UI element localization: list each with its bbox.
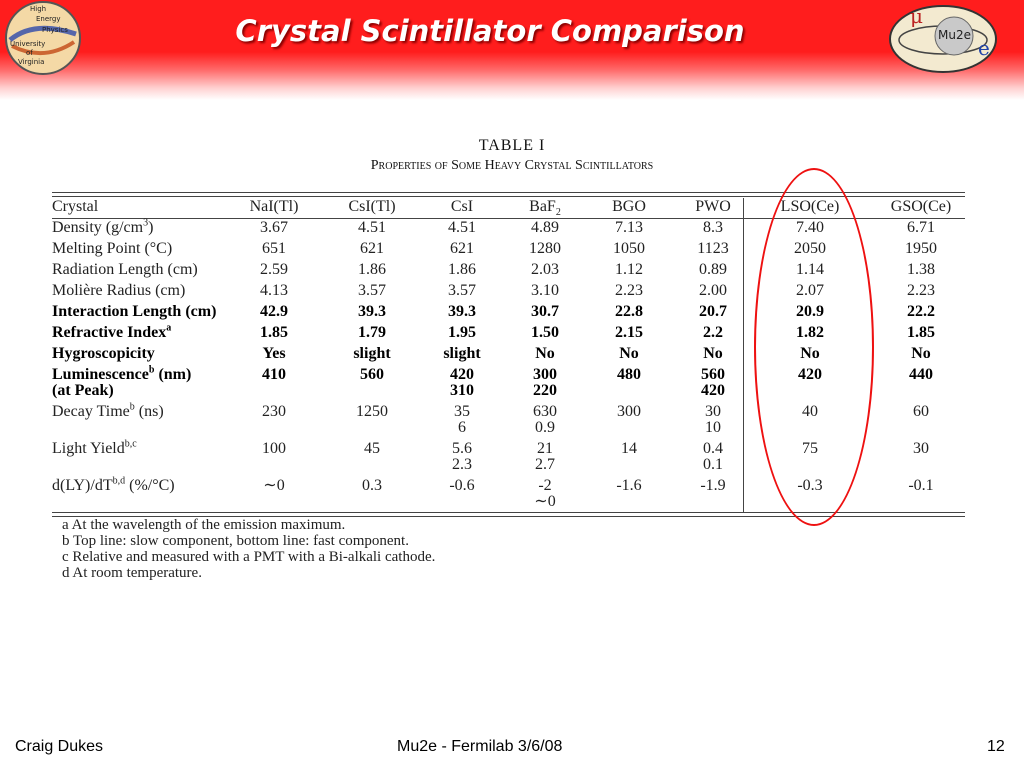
logo-line-1: High — [30, 5, 47, 13]
mu2e-logo-text: Mu2e — [938, 28, 971, 42]
table-cell: 1050 — [613, 240, 645, 257]
col-header-lso: LSO(Ce) — [780, 198, 840, 215]
table-cell: 621 — [450, 240, 474, 257]
table-cell: 230 — [262, 403, 286, 420]
header-crystal: Crystal — [52, 198, 99, 215]
table-cell: slight — [443, 345, 481, 362]
table-cell: 40 — [802, 403, 818, 420]
row-label-radlength: Radiation Length (cm) — [52, 261, 198, 278]
footer-event: Mu2e - Fermilab 3/6/08 — [397, 738, 563, 755]
table-cell: -1.6 — [616, 477, 642, 494]
row-label-dlydt: d(LY)/dT$^{b,d}$ (%/°C) — [52, 475, 175, 494]
e-symbol: e — [978, 36, 990, 60]
table-cell: 1.50 — [531, 324, 559, 341]
table-cell: 300 — [617, 403, 641, 420]
table-cell-secondary: 2.7 — [535, 456, 555, 473]
table-cell: 30.7 — [531, 303, 559, 320]
table-cell: 1250 — [356, 403, 388, 420]
table-cell: 2.15 — [615, 324, 643, 341]
table-cell: 1.12 — [615, 261, 643, 278]
table-cell: 7.40 — [796, 219, 824, 236]
table-cell: -0.1 — [908, 477, 934, 494]
table-cell-secondary: 2.3 — [452, 456, 472, 473]
table-cell-secondary: 0.9 — [535, 419, 555, 436]
row-label-lum: Luminescence$^b$ (nm) — [52, 364, 192, 383]
table-cell: 630 — [533, 403, 557, 420]
table-cell: 560 — [360, 366, 384, 383]
table-cell: 75 — [802, 440, 818, 457]
table-cell-secondary: 6 — [458, 419, 466, 436]
table-cell: 22.2 — [907, 303, 935, 320]
table-cell: 30 — [913, 440, 929, 457]
table-cell: 35 — [454, 403, 470, 420]
table-cell: 60 — [913, 403, 929, 420]
row-label-refractive: Refractive Index$^a$ — [52, 322, 172, 341]
table-cell: No — [911, 345, 931, 362]
table-cell: 39.3 — [358, 303, 386, 320]
table-cell: 1.86 — [448, 261, 476, 278]
table-cell: 3.67 — [260, 219, 288, 236]
table-cell: -0.3 — [797, 477, 823, 494]
footnote-b: b Top line: slow component, bottom line: fast component. — [62, 533, 409, 549]
table-cell: No — [535, 345, 555, 362]
table-cell: 20.7 — [699, 303, 727, 320]
table-cell: 3.57 — [448, 282, 476, 299]
table-cell: 300 — [533, 366, 557, 383]
table-cell: 651 — [262, 240, 286, 257]
table-cell: 4.51 — [358, 219, 386, 236]
table-cell: 2.23 — [907, 282, 935, 299]
table-subtitle: Properties of Some Heavy Crystal Scintillators — [370, 158, 654, 173]
table-cell: 14 — [621, 440, 637, 457]
table-cell: Yes — [262, 345, 286, 362]
slide-title: Crystal Scintillator Comparison — [235, 14, 745, 48]
table-cell: No — [800, 345, 820, 362]
row-label-decay: Decay Time$^b$ (ns) — [52, 401, 164, 420]
row-label-melting: Melting Point (°C) — [52, 240, 173, 257]
col-header-csitl: CsI(Tl) — [348, 198, 396, 215]
table-cell: 621 — [360, 240, 384, 257]
table-cell: 420 — [450, 366, 474, 383]
table-cell: 0.4 — [703, 440, 723, 457]
table-cell: 20.9 — [796, 303, 824, 320]
table-cell: 1950 — [905, 240, 937, 257]
logo-line-6: Virginia — [18, 58, 45, 66]
footnote-d: d At room temperature. — [62, 565, 202, 581]
table-cell: 1.79 — [358, 324, 386, 341]
table-cell: 1.85 — [907, 324, 935, 341]
table-cell-secondary: 220 — [533, 382, 557, 399]
table-cell: 4.13 — [260, 282, 288, 299]
table-cell: 420 — [798, 366, 822, 383]
table-cell: 4.89 — [531, 219, 559, 236]
table-cell: -2 — [538, 477, 552, 494]
table-cell: 440 — [909, 366, 933, 383]
col-header-csi: CsI — [450, 198, 474, 215]
table-cell: 410 — [262, 366, 286, 383]
table-cell: 480 — [617, 366, 641, 383]
table-cell: 0.89 — [699, 261, 727, 278]
table-cell: 4.51 — [448, 219, 476, 236]
row-label-interaction: Interaction Length (cm) — [52, 303, 217, 320]
table-cell: 2.59 — [260, 261, 288, 278]
row-label-lightyield: Light Yield$^{b,c}$ — [52, 438, 137, 457]
table-cell-secondary: ∼0 — [534, 493, 556, 510]
logo-line-3: Physics — [42, 26, 68, 34]
table-cell: 1.38 — [907, 261, 935, 278]
table-cell: 1.14 — [796, 261, 824, 278]
table-cell: 1.82 — [796, 324, 824, 341]
table-cell: 2.07 — [796, 282, 824, 299]
row-label-density: Density $(g/cm^3)$ — [52, 217, 154, 236]
table-cell: 45 — [364, 440, 380, 457]
table-cell: 7.13 — [615, 219, 643, 236]
logo-line-5: of — [26, 49, 33, 57]
row-label-lum-peak: (at Peak) — [52, 382, 114, 399]
table-cell: 5.6 — [452, 440, 472, 457]
table-cell: No — [703, 345, 723, 362]
table-cell: 100 — [262, 440, 286, 457]
table-cell: 6.71 — [907, 219, 935, 236]
table-cell: 22.8 — [615, 303, 643, 320]
table-cell: ∼0 — [263, 477, 285, 494]
row-label-moliere: Molière Radius (cm) — [52, 282, 186, 299]
table-cell: 39.3 — [448, 303, 476, 320]
lso-highlight-ellipse — [754, 168, 874, 526]
table-cell: 2.23 — [615, 282, 643, 299]
mu-symbol: μ — [910, 4, 923, 28]
table-cell: -1.9 — [700, 477, 726, 494]
logo-line-4: University — [10, 40, 46, 48]
table-cell: 3.57 — [358, 282, 386, 299]
mu2e-logo — [888, 4, 998, 74]
table-cell: 1280 — [529, 240, 561, 257]
table-cell: 2050 — [794, 240, 826, 257]
col-header-bgo: BGO — [612, 198, 646, 215]
table-cell: -0.6 — [449, 477, 475, 494]
table-cell: 2.00 — [699, 282, 727, 299]
table-caption: TABLE I — [478, 137, 546, 154]
col-header-gso: GSO(Ce) — [890, 198, 952, 215]
table-cell: 2.2 — [703, 324, 723, 341]
table-cell-secondary: 310 — [450, 382, 474, 399]
table-cell-secondary: 420 — [701, 382, 725, 399]
table-cell: 3.10 — [531, 282, 559, 299]
table-cell-secondary: 10 — [705, 419, 721, 436]
col-header-nai: NaI(Tl) — [249, 198, 299, 215]
table-cell: 2.03 — [531, 261, 559, 278]
footer-page-number: 12 — [987, 738, 1005, 755]
table-cell: No — [619, 345, 639, 362]
table-cell: slight — [353, 345, 391, 362]
footer-author: Craig Dukes — [15, 738, 104, 755]
logo-line-2: Energy — [36, 15, 61, 23]
table-cell: 0.3 — [362, 477, 382, 494]
table-cell: 560 — [701, 366, 725, 383]
table-cell: 1.85 — [260, 324, 288, 341]
footnote-c: c Relative and measured with a PMT with a Bi-alkali cathode. — [62, 549, 436, 565]
row-label-hygro: Hygroscopicity — [52, 345, 155, 362]
footnote-a: a At the wavelength of the emission maximum. — [62, 517, 346, 533]
table-cell: 30 — [705, 403, 721, 420]
col-header-pwo: PWO — [695, 198, 731, 215]
table-cell-secondary: 0.1 — [703, 456, 723, 473]
table-cell: 8.3 — [703, 219, 723, 236]
table-cell: 1.86 — [358, 261, 386, 278]
col-header-baf: BaF$_2$ — [529, 198, 561, 219]
table-cell: 42.9 — [260, 303, 288, 320]
table-cell: 1123 — [697, 240, 729, 257]
table-cell: 1.95 — [448, 324, 476, 341]
table-cell: 21 — [537, 440, 553, 457]
